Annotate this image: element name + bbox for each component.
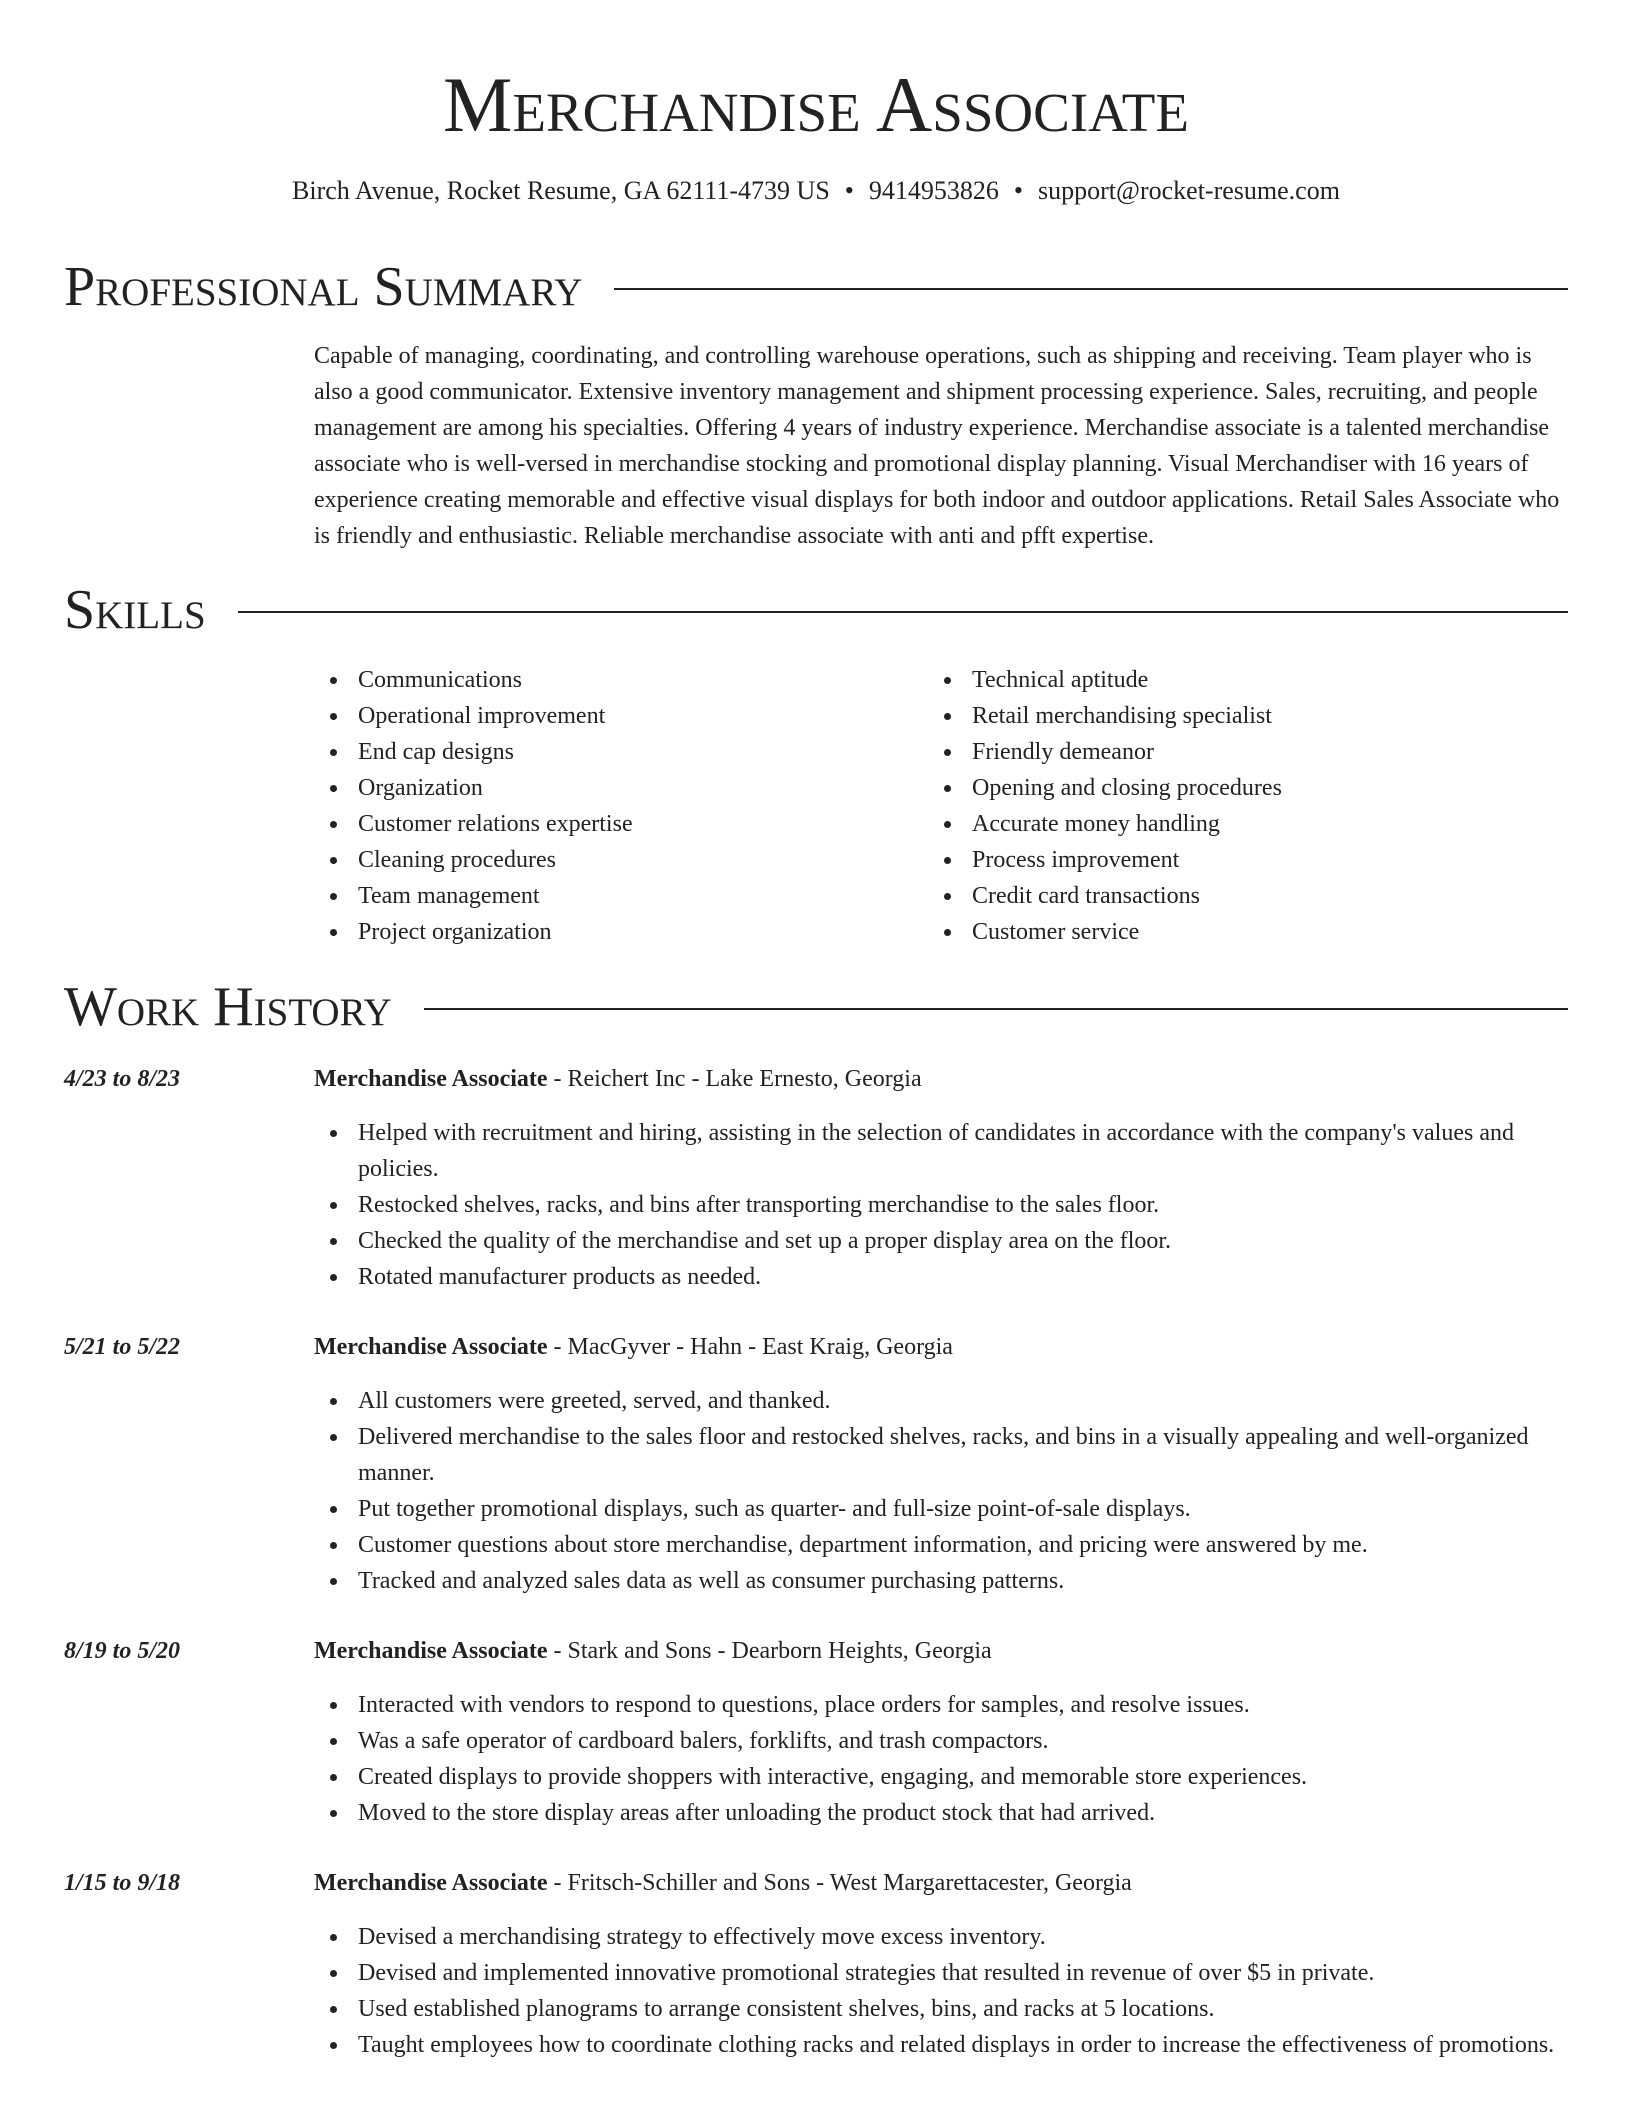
skill-item: Customer relations expertise: [314, 806, 914, 842]
job-dates: 4/23 to 8/23: [64, 1066, 181, 1092]
skill-item: Process improvement: [928, 842, 1568, 878]
skill-item: Operational improvement: [314, 698, 914, 734]
skills-list-right: [928, 662, 1568, 950]
job-heading: [314, 1865, 1132, 1901]
job-title: Merchandise Associate: [314, 1334, 548, 1360]
skill-item: Cleaning procedures: [314, 842, 914, 878]
skills-section-header: [64, 575, 1568, 645]
skill-item: End cap designs: [314, 734, 914, 770]
duty-item: Helped with recruitment and hiring, assisting in the selection of candidates in accordance with the company's values and policies.: [314, 1115, 1568, 1187]
skill-item: Technical aptitude: [928, 662, 1568, 698]
contact-line: [0, 174, 1632, 208]
duty-item: Was a safe operator of cardboard balers, forklifts, and trash compactors.: [314, 1723, 1568, 1759]
section-divider: [238, 611, 1568, 613]
job-heading: [314, 1061, 922, 1097]
skills-list-left: [314, 662, 914, 950]
duty-item: Restocked shelves, racks, and bins after transporting merchandise to the sales floor.: [314, 1187, 1568, 1223]
job-duties: [314, 1115, 1568, 1295]
job-duties: [314, 1687, 1568, 1831]
skill-item: Organization: [314, 770, 914, 806]
skill-item: Retail merchandising specialist: [928, 698, 1568, 734]
duty-item: Used established planograms to arrange consistent shelves, bins, and racks at 5 locations.: [314, 1991, 1568, 2027]
job-duties: [314, 1919, 1568, 2063]
duty-item: Put together promotional displays, such as quarter- and full-size point-of-sale displays.: [314, 1491, 1568, 1527]
job-title: Merchandise Associate: [314, 1066, 548, 1092]
summary-text: Capable of managing, coordinating, and controlling warehouse operations, such as shipping and receiving. Team player who is also a good communicator. Extensive inventory management and shipment processing experience. Sales, recruiting, and people management are among his specialties. Offering 4 years of industry experience. Merchandise associate is a talented merchandise associate who is well-versed in merchandise stocking and promotional display planning. Visual Merchandiser with 16 years of experience creating memorable and effective visual displays for both indoor and outdoor applications. Retail Sales Associate who is friendly and enthusiastic. Reliable merchandise associate with anti and pfft expertise.: [314, 343, 1560, 549]
job-dates: 1/15 to 9/18: [64, 1870, 181, 1896]
job-heading: [314, 1633, 992, 1669]
duty-item: Tracked and analyzed sales data as well as consumer purchasing patterns.: [314, 1563, 1568, 1599]
skill-item: Communications: [314, 662, 914, 698]
job-dates: 8/19 to 5/20: [64, 1638, 181, 1664]
job-heading: [314, 1329, 953, 1365]
section-divider: [424, 1008, 1568, 1010]
job-duties: [314, 1383, 1568, 1599]
duty-item: Checked the quality of the merchandise and set up a proper display area on the floor.: [314, 1223, 1568, 1259]
candidate-name: Merchandise Associate: [443, 61, 1189, 148]
job-employer: - Reichert Inc - Lake Ernesto, Georgia: [547, 1066, 922, 1092]
summary-heading: Professional Summary: [64, 256, 583, 318]
skill-item: Opening and closing procedures: [928, 770, 1568, 806]
skill-item: Credit card transactions: [928, 878, 1568, 914]
contact-separator: •: [1013, 176, 1024, 205]
skill-item: Project organization: [314, 914, 914, 950]
skill-item: Accurate money handling: [928, 806, 1568, 842]
contact-email: support@rocket-resume.com: [1038, 176, 1340, 205]
duty-item: Created displays to provide shoppers with interactive, engaging, and memorable store experiences.: [314, 1759, 1568, 1795]
job-employer: - Stark and Sons - Dearborn Heights, Georgia: [547, 1638, 992, 1664]
job-employer: - Fritsch-Schiller and Sons - West Margarettacester, Georgia: [547, 1870, 1132, 1896]
contact-phone: 9414953826: [868, 176, 999, 205]
job-dates: 5/21 to 5/22: [64, 1334, 181, 1360]
contact-separator: •: [844, 176, 854, 205]
contact-address: Birch Avenue, Rocket Resume, GA 62111-4739 US: [292, 176, 830, 205]
skill-item: Customer service: [928, 914, 1568, 950]
work-section-header: [64, 972, 1568, 1042]
duty-item: Taught employees how to coordinate clothing racks and related displays in order to increase the effectiveness of promotions.: [314, 2027, 1568, 2063]
duty-item: Rotated manufacturer products as needed.: [314, 1259, 1568, 1295]
job-title: Merchandise Associate: [314, 1870, 548, 1896]
duty-item: Devised a merchandising strategy to effectively move excess inventory.: [314, 1919, 1568, 1955]
skills-heading: Skills: [64, 579, 206, 641]
summary-section-header: [64, 252, 1568, 322]
duty-item: Delivered merchandise to the sales floor and restocked shelves, racks, and bins in a visually appealing and well-organized manner.: [314, 1419, 1568, 1491]
section-divider: [614, 288, 1568, 290]
duty-item: Moved to the store display areas after unloading the product stock that had arrived.: [314, 1795, 1568, 1831]
skill-item: Team management: [314, 878, 914, 914]
duty-item: Customer questions about store merchandise, department information, and pricing were answered by me.: [314, 1527, 1568, 1563]
work-heading: Work History: [64, 976, 392, 1038]
skill-item: Friendly demeanor: [928, 734, 1568, 770]
job-employer: - MacGyver - Hahn - East Kraig, Georgia: [547, 1334, 953, 1360]
duty-item: All customers were greeted, served, and thanked.: [314, 1383, 1568, 1419]
duty-item: Devised and implemented innovative promotional strategies that resulted in revenue of over $5 in private.: [314, 1955, 1568, 1991]
duty-item: Interacted with vendors to respond to questions, place orders for samples, and resolve issues.: [314, 1687, 1568, 1723]
job-title: Merchandise Associate: [314, 1638, 548, 1664]
